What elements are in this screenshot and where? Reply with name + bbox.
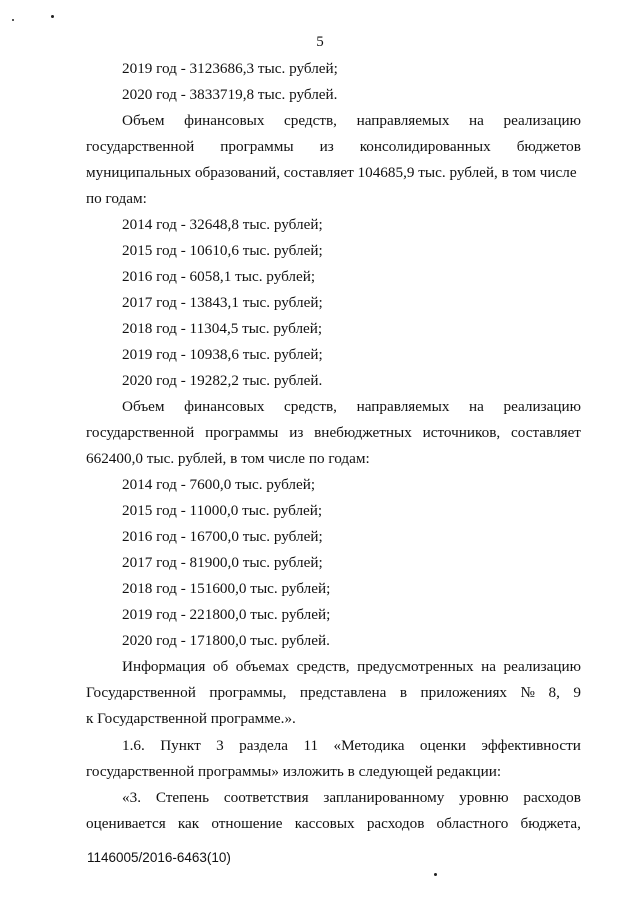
paragraph-line: государственной программы» изложить в следующей редакции: xyxy=(86,763,502,780)
paragraph-line: «3. Степень соответствия запланированному уровню расходов xyxy=(122,789,581,806)
budget-line: 2019 год - 3123686,3 тыс. рублей; xyxy=(122,60,338,77)
budget-line: 2017 год - 13843,1 тыс. рублей; xyxy=(122,294,323,311)
paragraph-line: Государственной программы, представлена в приложениях № 8, 9 xyxy=(86,684,581,701)
paragraph-line: к Государственной программе.». xyxy=(86,710,296,727)
scan-speck xyxy=(12,19,14,21)
budget-line: 2014 год - 32648,8 тыс. рублей; xyxy=(122,216,323,233)
paragraph-line: 662400,0 тыс. рублей, в том числе по годам: xyxy=(86,450,370,467)
budget-line: 2018 год - 151600,0 тыс. рублей; xyxy=(122,580,331,597)
document-code: 1146005/2016-6463(10) xyxy=(87,850,231,865)
budget-line: 2020 год - 3833719,8 тыс. рублей. xyxy=(122,86,338,103)
paragraph-line: по годам: xyxy=(86,190,147,207)
budget-line: 2015 год - 10610,6 тыс. рублей; xyxy=(122,242,323,259)
page-number: 5 xyxy=(316,34,324,50)
scan-speck xyxy=(51,15,54,18)
paragraph-line: 1.6. Пункт 3 раздела 11 «Методика оценки эффективности xyxy=(122,737,581,754)
budget-line: 2016 год - 6058,1 тыс. рублей; xyxy=(122,268,316,285)
paragraph-line: Объем финансовых средств, направляемых на реализацию xyxy=(122,398,581,415)
budget-line: 2019 год - 221800,0 тыс. рублей; xyxy=(122,606,331,623)
paragraph-line: муниципальных образований, составляет 104685,9 тыс. рублей, в том числе xyxy=(86,164,577,181)
paragraph-line: Информация об объемах средств, предусмотренных на реализацию xyxy=(122,658,581,675)
paragraph-line: оценивается как отношение кассовых расходов областного бюджета, xyxy=(86,815,581,832)
paragraph-line: государственной программы из внебюджетных источников, составляет xyxy=(86,424,581,441)
paragraph-line: Объем финансовых средств, направляемых на реализацию xyxy=(122,112,581,129)
budget-line: 2016 год - 16700,0 тыс. рублей; xyxy=(122,528,323,545)
budget-line: 2018 год - 11304,5 тыс. рублей; xyxy=(122,320,323,337)
budget-line: 2014 год - 7600,0 тыс. рублей; xyxy=(122,476,316,493)
budget-line: 2015 год - 11000,0 тыс. рублей; xyxy=(122,502,323,519)
scan-speck xyxy=(434,873,437,876)
paragraph-line: государственной программы из консолидированных бюджетов xyxy=(86,138,581,155)
budget-line: 2017 год - 81900,0 тыс. рублей; xyxy=(122,554,323,571)
budget-line: 2020 год - 19282,2 тыс. рублей. xyxy=(122,372,323,389)
budget-line: 2020 год - 171800,0 тыс. рублей. xyxy=(122,632,330,649)
budget-line: 2019 год - 10938,6 тыс. рублей; xyxy=(122,346,323,363)
